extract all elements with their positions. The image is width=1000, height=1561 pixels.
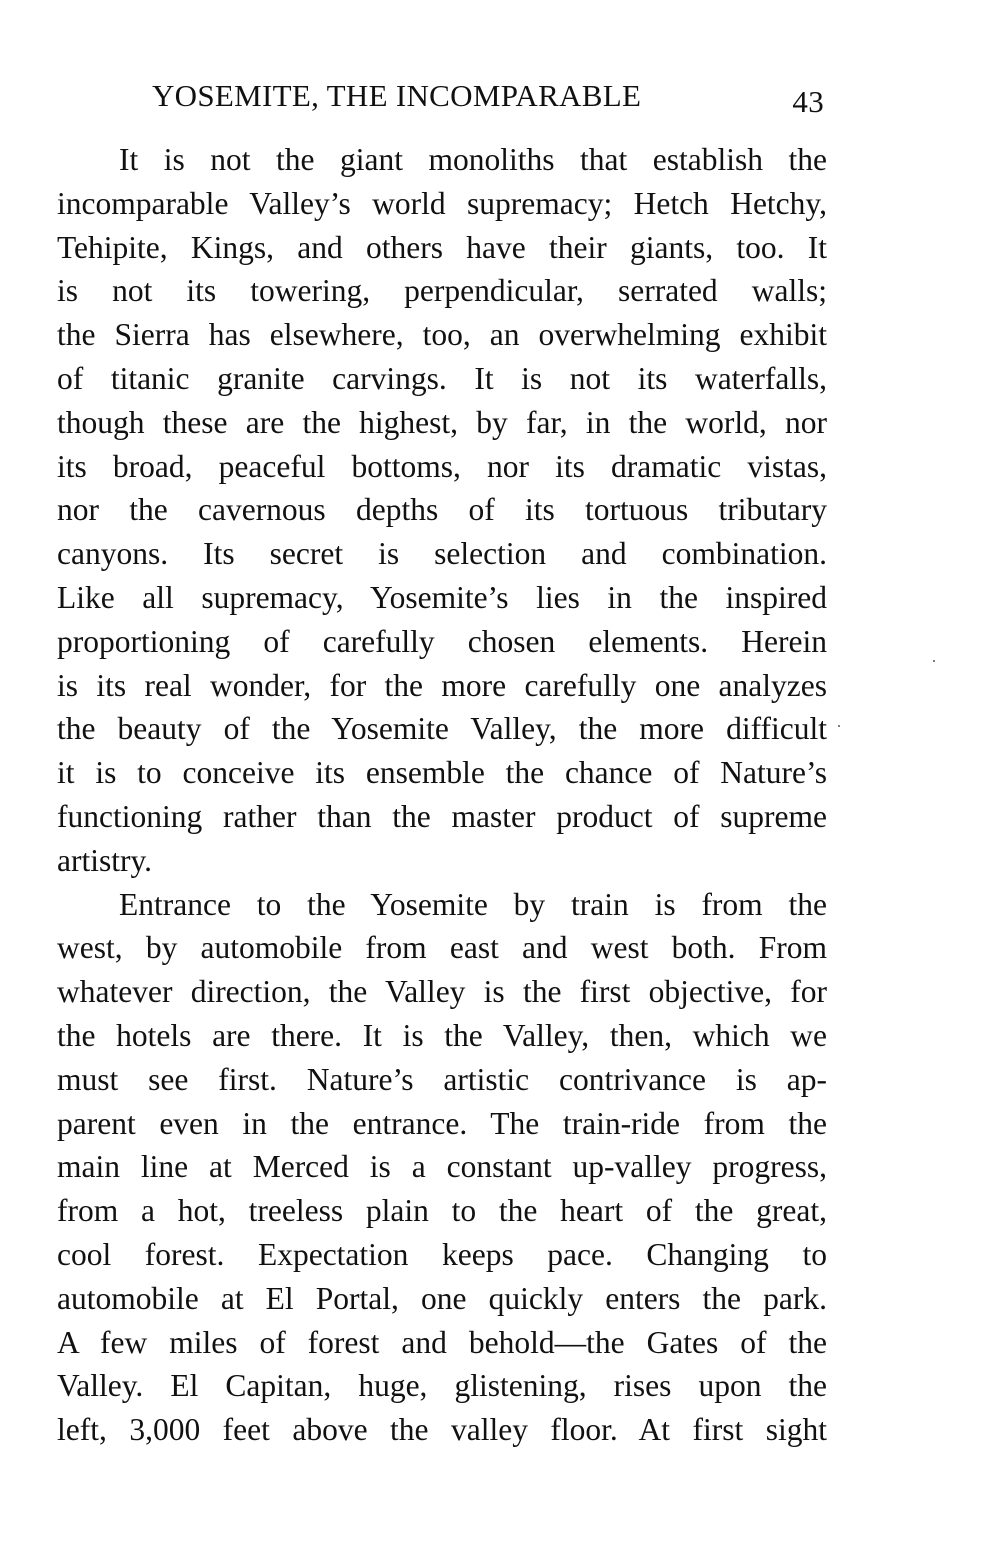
text-line: is its real wonder, for the more carefully one analyzes (57, 667, 827, 703)
text-line: the beauty of the Yosemite Valley, the more difficult (57, 711, 827, 747)
running-title: YOSEMITE, THE INCOMPARABLE (152, 78, 642, 113)
text-line: canyons. Its secret is selection and combination. (57, 536, 827, 572)
text-line: proportioning of carefully chosen elements. Herein (57, 623, 827, 659)
text-line: It is not the giant monoliths that establish the (119, 142, 827, 177)
text-line: nor the cavernous depths of its tortuous tributary (57, 492, 827, 528)
text-line: west, by automobile from east and west both. From (57, 930, 827, 966)
text-line: automobile at El Portal, one quickly enters the park. (57, 1280, 827, 1316)
text-line: main line at Merced is a constant up-valley progress, (57, 1149, 827, 1185)
scan-speck (838, 725, 840, 727)
paragraph (57, 138, 827, 883)
text-line: parent even in the entrance. The train-ride from the (57, 1105, 827, 1141)
text-line: cool forest. Expectation keeps pace. Changing to (57, 1236, 827, 1272)
text-line: incomparable Valley’s world supremacy; Hetch Hetchy, (57, 185, 827, 221)
text-line: Entrance to the Yosemite by train is from the (119, 886, 827, 922)
text-line: functioning rather than the master product of supreme (57, 798, 827, 834)
text-line: of titanic granite carvings. It is not its waterfalls, (57, 360, 827, 396)
text-line: from a hot, treeless plain to the heart of the great, (57, 1193, 827, 1229)
text-line: must see first. Nature’s artistic contrivance is ap- (57, 1061, 827, 1097)
running-head (152, 78, 832, 122)
body-text (57, 138, 827, 1452)
text-line: Tehipite, Kings, and others have their giants, too. It (57, 229, 827, 265)
text-line: Valley. El Capitan, huge, glistening, rises upon the (57, 1368, 827, 1404)
text-line: the Sierra has elsewhere, too, an overwhelming exhibit (57, 317, 827, 353)
text-line: it is to conceive its ensemble the chance of Nature’s (57, 755, 827, 791)
text-line: is not its towering, perpendicular, serrated walls; (57, 273, 827, 309)
paragraph (57, 883, 827, 1452)
page-number: 43 (792, 84, 824, 119)
text-line: its broad, peaceful bottoms, nor its dramatic vistas, (57, 448, 827, 484)
text-line: left, 3,000 feet above the valley floor. At first sight (57, 1412, 827, 1448)
text-line: whatever direction, the Valley is the first objective, for (57, 974, 827, 1010)
text-line: Like all supremacy, Yosemite’s lies in the inspired (57, 579, 827, 615)
scan-speck (933, 660, 935, 662)
text-line: A few miles of forest and behold—the Gates of the (57, 1324, 827, 1360)
text-line: though these are the highest, by far, in the world, nor (57, 404, 827, 440)
text-line: artistry. (57, 842, 153, 878)
text-line: the hotels are there. It is the Valley, then, which we (57, 1017, 827, 1053)
